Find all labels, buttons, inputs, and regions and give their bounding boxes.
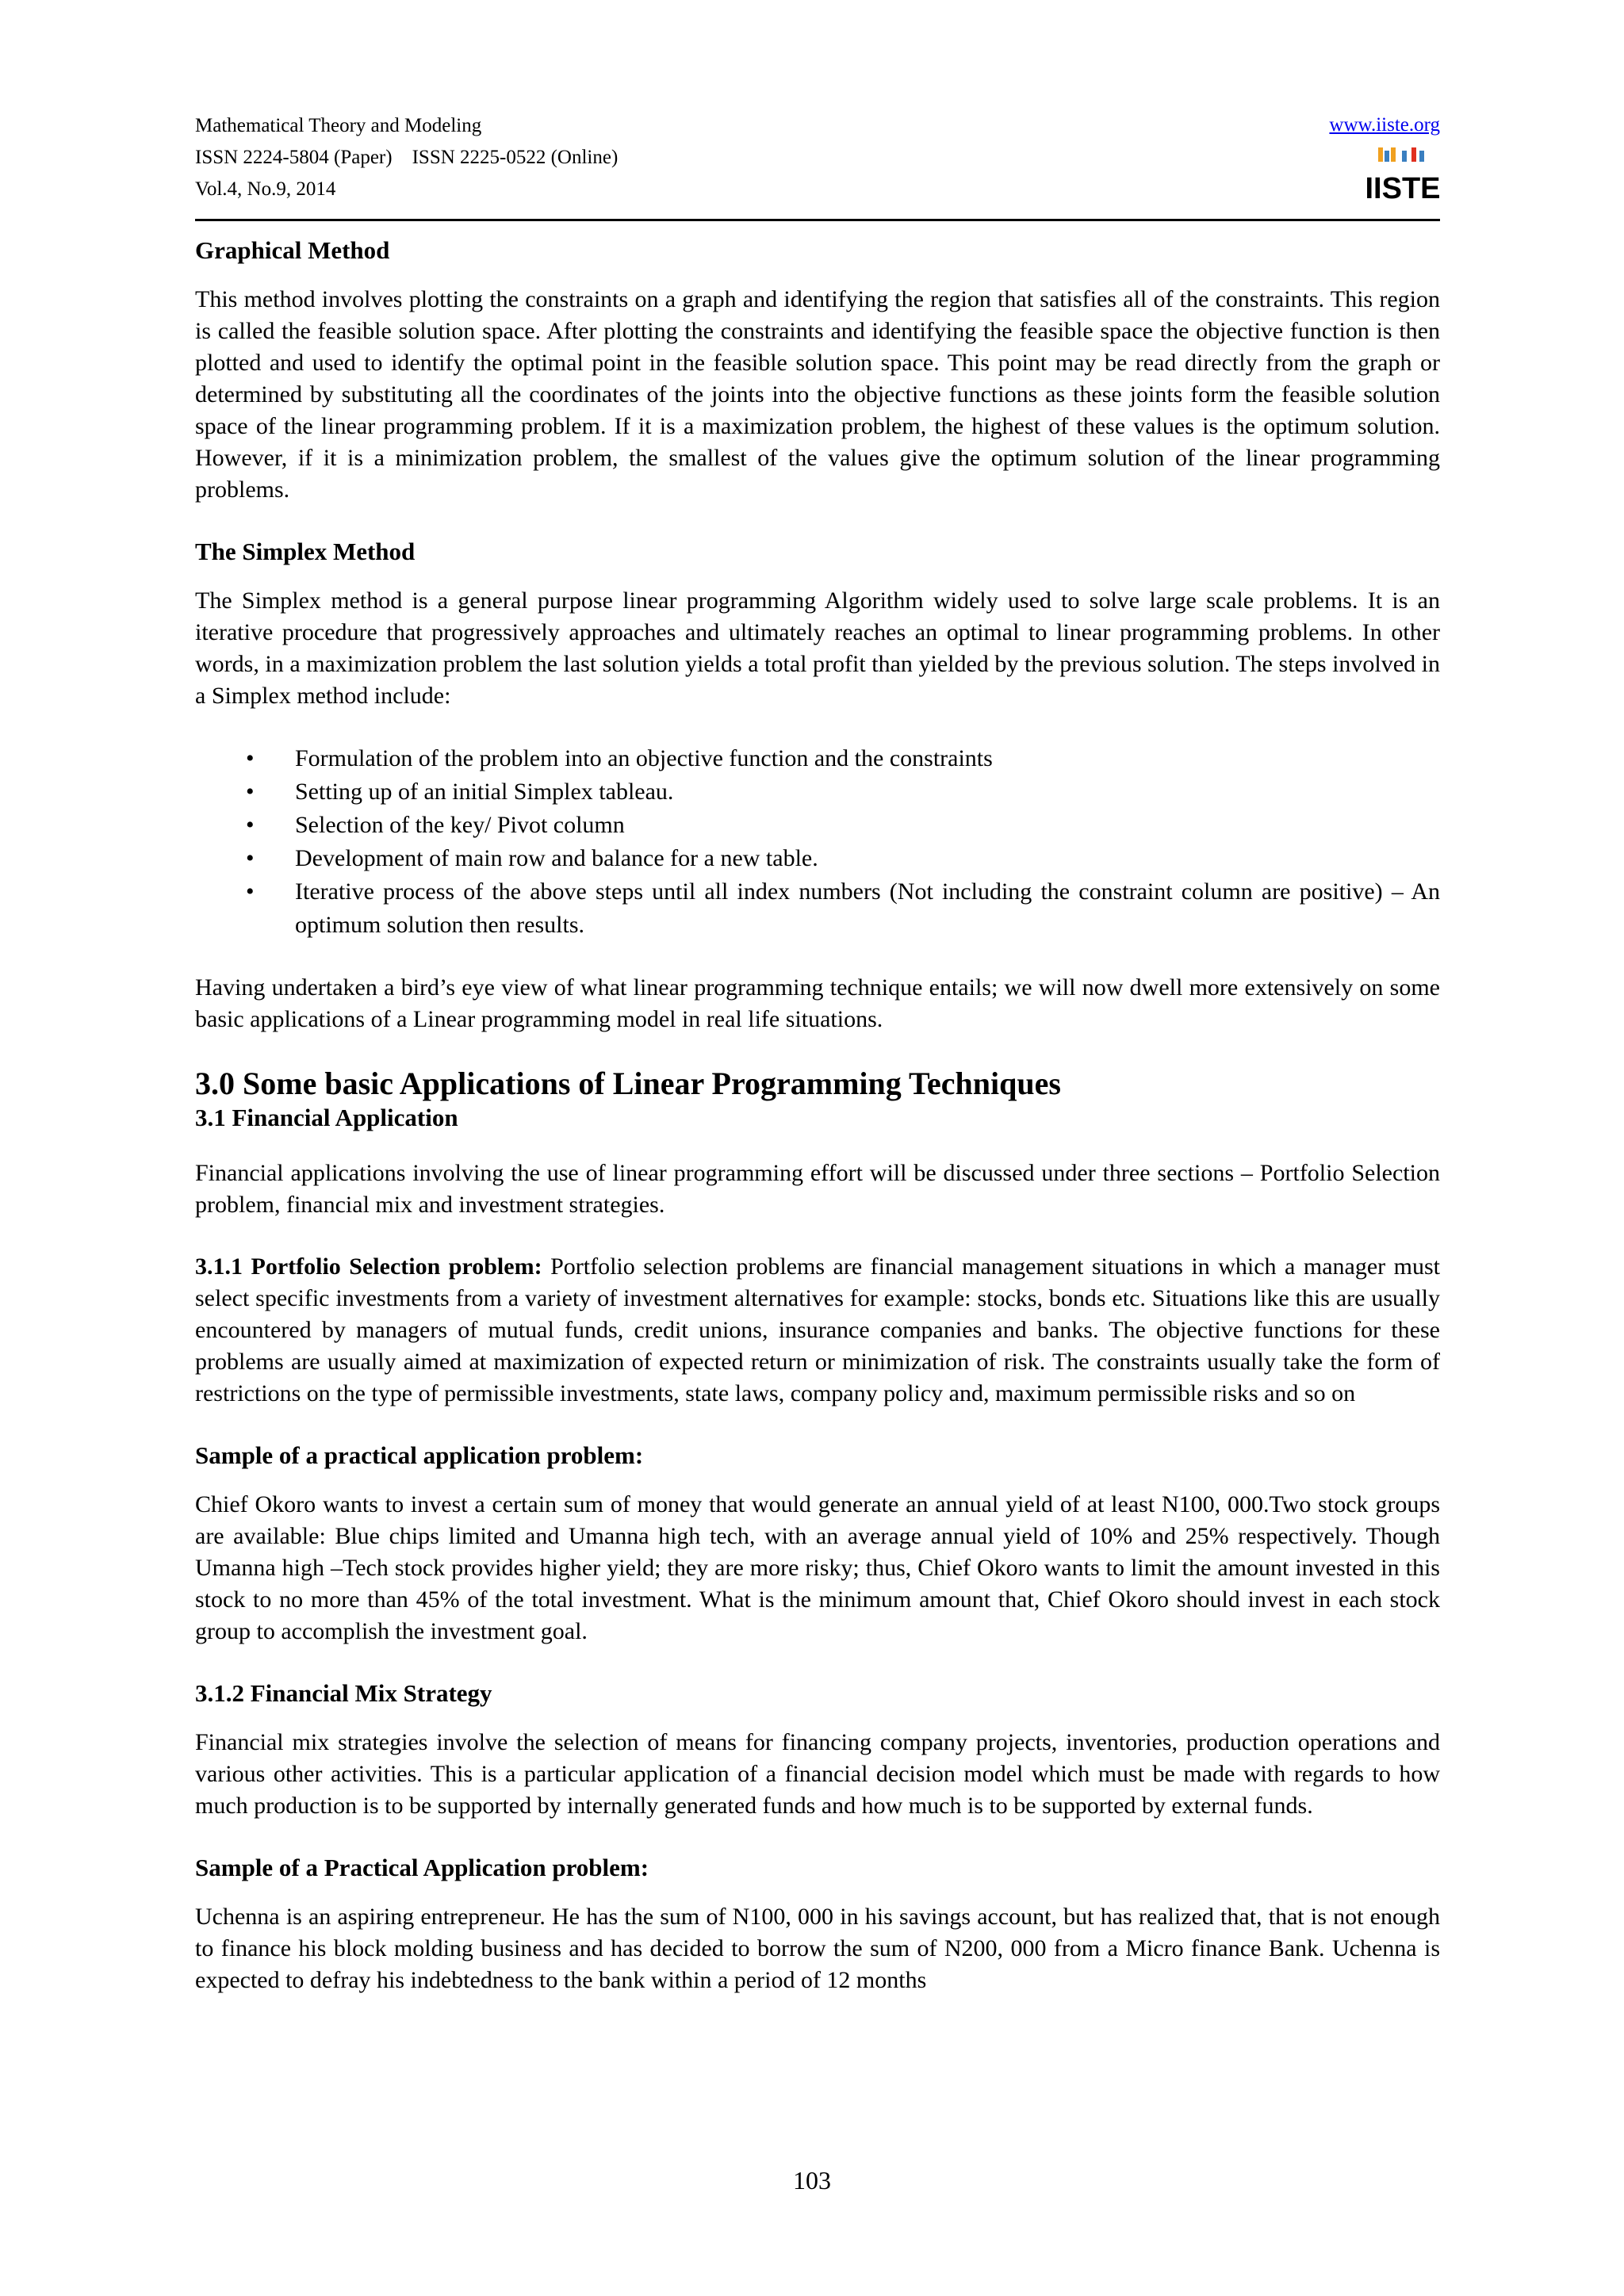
graphical-method-heading: Graphical Method (195, 236, 390, 264)
portfolio-selection-text: Portfolio selection problems are financial management situations in which a manager must select specific investments from a variety of investment alternatives for example: stocks, bonds etc. Situations like this are usually encountered by managers of mutual funds, credit unions, insurance companies and banks. The objective functions for these problems are usually aimed at maximization of expected return or minimization of risk. The constraints usually take the form of restrictions on the type of permissible investments, state laws, company policy and, maximum permissible risks and so on (195, 1253, 1440, 1406)
portfolio-selection-paragraph (195, 1251, 1440, 1410)
list-item: • Iterative process of the above steps until all index numbers (Not including the constraint column are positive) – An optimum solution then results. (195, 875, 1440, 942)
list-item: • Setting up of an initial Simplex tableau. (195, 775, 1440, 809)
simplex-method-heading: The Simplex Method (195, 538, 416, 565)
iiste-logo (1365, 146, 1441, 206)
financial-application-heading: 3.1 Financial Application (195, 1104, 458, 1131)
list-item: • Formulation of the problem into an objective function and the constraints (195, 742, 1440, 775)
article-body (195, 235, 1440, 2026)
sample-problem-2-heading: Sample of a Practical Application problem: (195, 1854, 649, 1881)
financial-application-paragraph: Financial applications involving the use of linear programming effort will be discussed under three sections – Portfolio Selection problem, financial mix and investment strategies. (195, 1160, 1440, 1218)
simplex-method-paragraph: The Simplex method is a general purpose linear programming Algorithm widely used to solve large scale problems. It is an iterative procedure that progressively approaches and ultimately reaches an optimal to linear programming problems. In other words, in a maximization problem the last solution yields a total profit than yielded by the previous solution. The steps involved in a Simplex method include: (195, 587, 1440, 709)
page-number: 103 (793, 2166, 831, 2195)
financial-mix-heading: 3.1.2 Financial Mix Strategy (195, 1679, 492, 1707)
applications-heading: 3.0 Some basic Applications of Linear Programming Techniques (195, 1066, 1061, 1101)
sample-problem-2-paragraph: Uchenna is an aspiring entrepreneur. He has the sum of N100, 000 in his savings account, but has realized that, that is not enough to finance his block molding business and has decided to borrow the sum of N200, 000 from a Micro finance Bank. Uchenna is expected to defray his indebtedness to the bank within a period of 12 months (195, 1904, 1440, 1993)
list-item: • Development of main row and balance for a new table. (195, 842, 1440, 875)
list-item: • Selection of the key/ Pivot column (195, 809, 1440, 842)
issn-line: ISSN 2224-5804 (Paper) ISSN 2225-0522 (Online) (195, 147, 619, 168)
simplex-steps-list (195, 742, 1440, 942)
volume-line: Vol.4, No.9, 2014 (195, 178, 336, 200)
sample-problem-1-paragraph: Chief Okoro wants to invest a certain sum of money that would generate an annual yield of at least N100, 000.Two stock groups are available: Blue chips limited and Umanna high tech, with an average annual yield of 10% and 25% respectively. Though Umanna high –Tech stock provides higher yield; they are more risky; thus, Chief Okoro wants to limit the amount invested in this stock to no more than 45% of the total investment. What is the minimum amount that, Chief Okoro should invest in each stock group to accomplish the investment goal. (195, 1491, 1440, 1644)
logo-text: IISTE (1365, 172, 1441, 205)
journal-url-link[interactable]: www.iiste.org (1329, 114, 1440, 136)
journal-name: Mathematical Theory and Modeling (195, 115, 482, 136)
financial-mix-paragraph: Financial mix strategies involve the selection of means for financing company projects, inventories, production operations and various other activities. This is a particular application of a financial decision model which must be made with regards to how much production is to be supported by internally generated funds and how much is to be supported by external funds. (195, 1729, 1440, 1819)
portfolio-selection-label: 3.1.1 Portfolio Selection problem: (195, 1253, 542, 1280)
sample-problem-1-heading: Sample of a practical application problem: (195, 1441, 644, 1469)
overview-paragraph: Having undertaken a bird’s eye view of what linear programming technique entails; we will now dwell more extensively on some basic applications of a Linear programming model in real life situations. (195, 974, 1440, 1032)
page-header (195, 111, 1440, 221)
graphical-method-paragraph: This method involves plotting the constraints on a graph and identifying the region that satisfies all of the constraints. This region is called the feasible solution space. After plotting the constraints and identifying the feasible space the objective function is then plotted and used to identify the optimal point in the feasible solution space. This point may be read directly from the graph or determined by substituting all the coordinates of the joints into the objective functions as these joints form the feasible solution space of the linear programming problem. If it is a maximization problem, the highest of these values is the optimum solution. However, if it is a minimization problem, the smallest of the values give the optimum solution of the linear programming problems. (195, 286, 1440, 503)
